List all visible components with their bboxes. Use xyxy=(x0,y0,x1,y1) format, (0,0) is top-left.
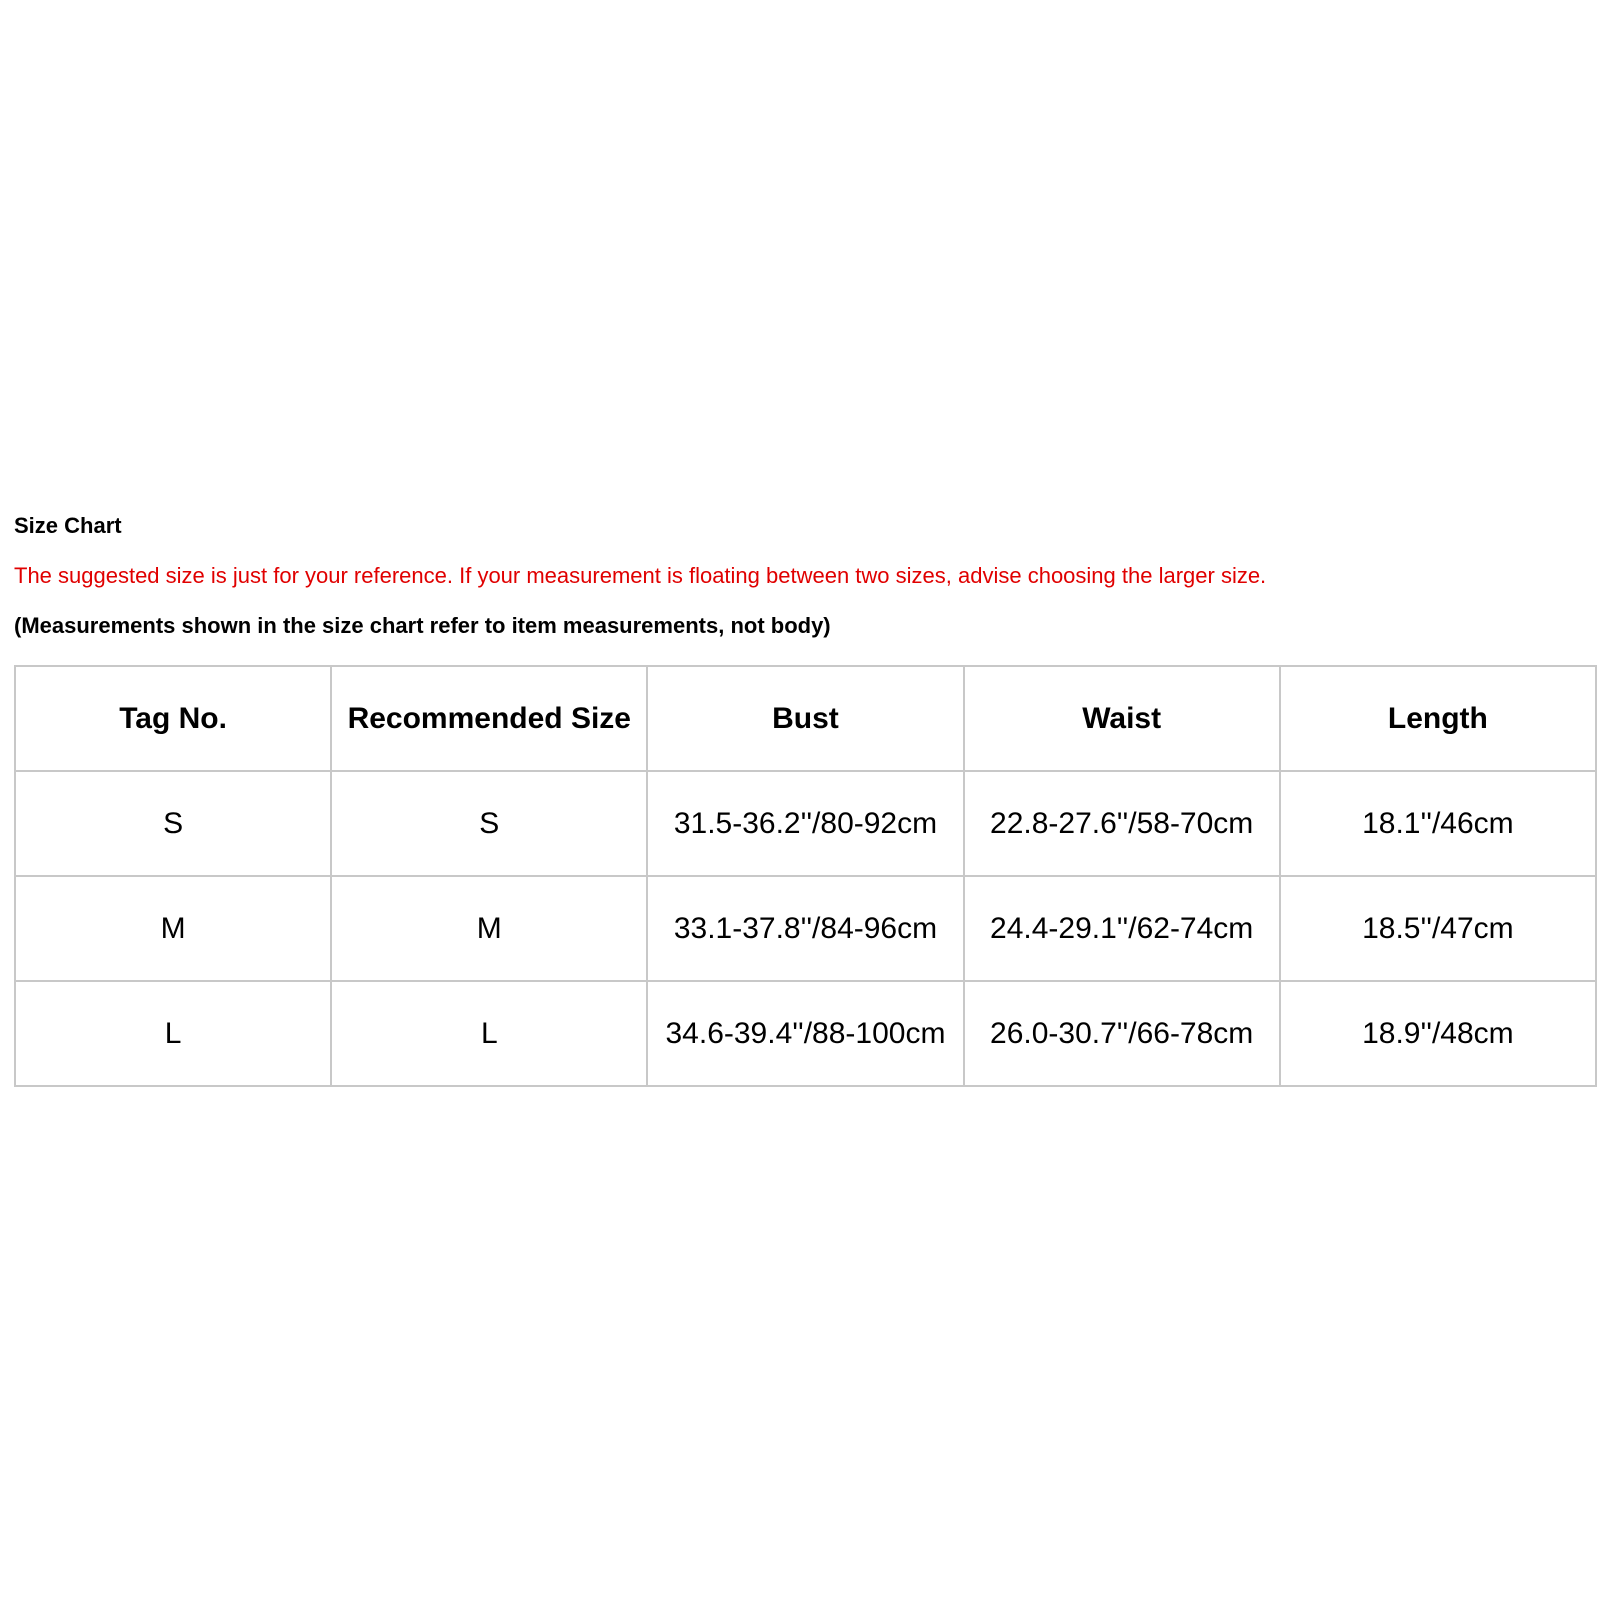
cell-length: 18.1''/46cm xyxy=(1280,771,1596,876)
cell-waist: 22.8-27.6''/58-70cm xyxy=(964,771,1280,876)
cell-bust: 33.1-37.8''/84-96cm xyxy=(647,876,963,981)
table-row xyxy=(15,771,1596,876)
cell-waist: 26.0-30.7''/66-78cm xyxy=(964,981,1280,1086)
header-recommended-size: Recommended Size xyxy=(331,666,647,771)
cell-tag-no: M xyxy=(15,876,331,981)
table-row xyxy=(15,981,1596,1086)
cell-bust: 34.6-39.4''/88-100cm xyxy=(647,981,963,1086)
header-tag-no: Tag No. xyxy=(15,666,331,771)
cell-recommended-size: S xyxy=(331,771,647,876)
cell-waist: 24.4-29.1''/62-74cm xyxy=(964,876,1280,981)
table-row xyxy=(15,876,1596,981)
cell-recommended-size: L xyxy=(331,981,647,1086)
cell-recommended-size: M xyxy=(331,876,647,981)
header-bust: Bust xyxy=(647,666,963,771)
size-chart-title: Size Chart xyxy=(14,513,122,538)
size-table xyxy=(14,665,1597,1087)
cell-tag-no: L xyxy=(15,981,331,1086)
header-length: Length xyxy=(1280,666,1596,771)
size-recommendation-notice: The suggested size is just for your reference. If your measurement is floating between two sizes, advise choosing the larger size. xyxy=(14,563,1267,588)
cell-length: 18.5''/47cm xyxy=(1280,876,1596,981)
cell-bust: 31.5-36.2''/80-92cm xyxy=(647,771,963,876)
cell-tag-no: S xyxy=(15,771,331,876)
header-waist: Waist xyxy=(964,666,1280,771)
measurement-note: (Measurements shown in the size chart refer to item measurements, not body) xyxy=(14,613,831,638)
cell-length: 18.9''/48cm xyxy=(1280,981,1596,1086)
table-header-row xyxy=(15,666,1596,771)
